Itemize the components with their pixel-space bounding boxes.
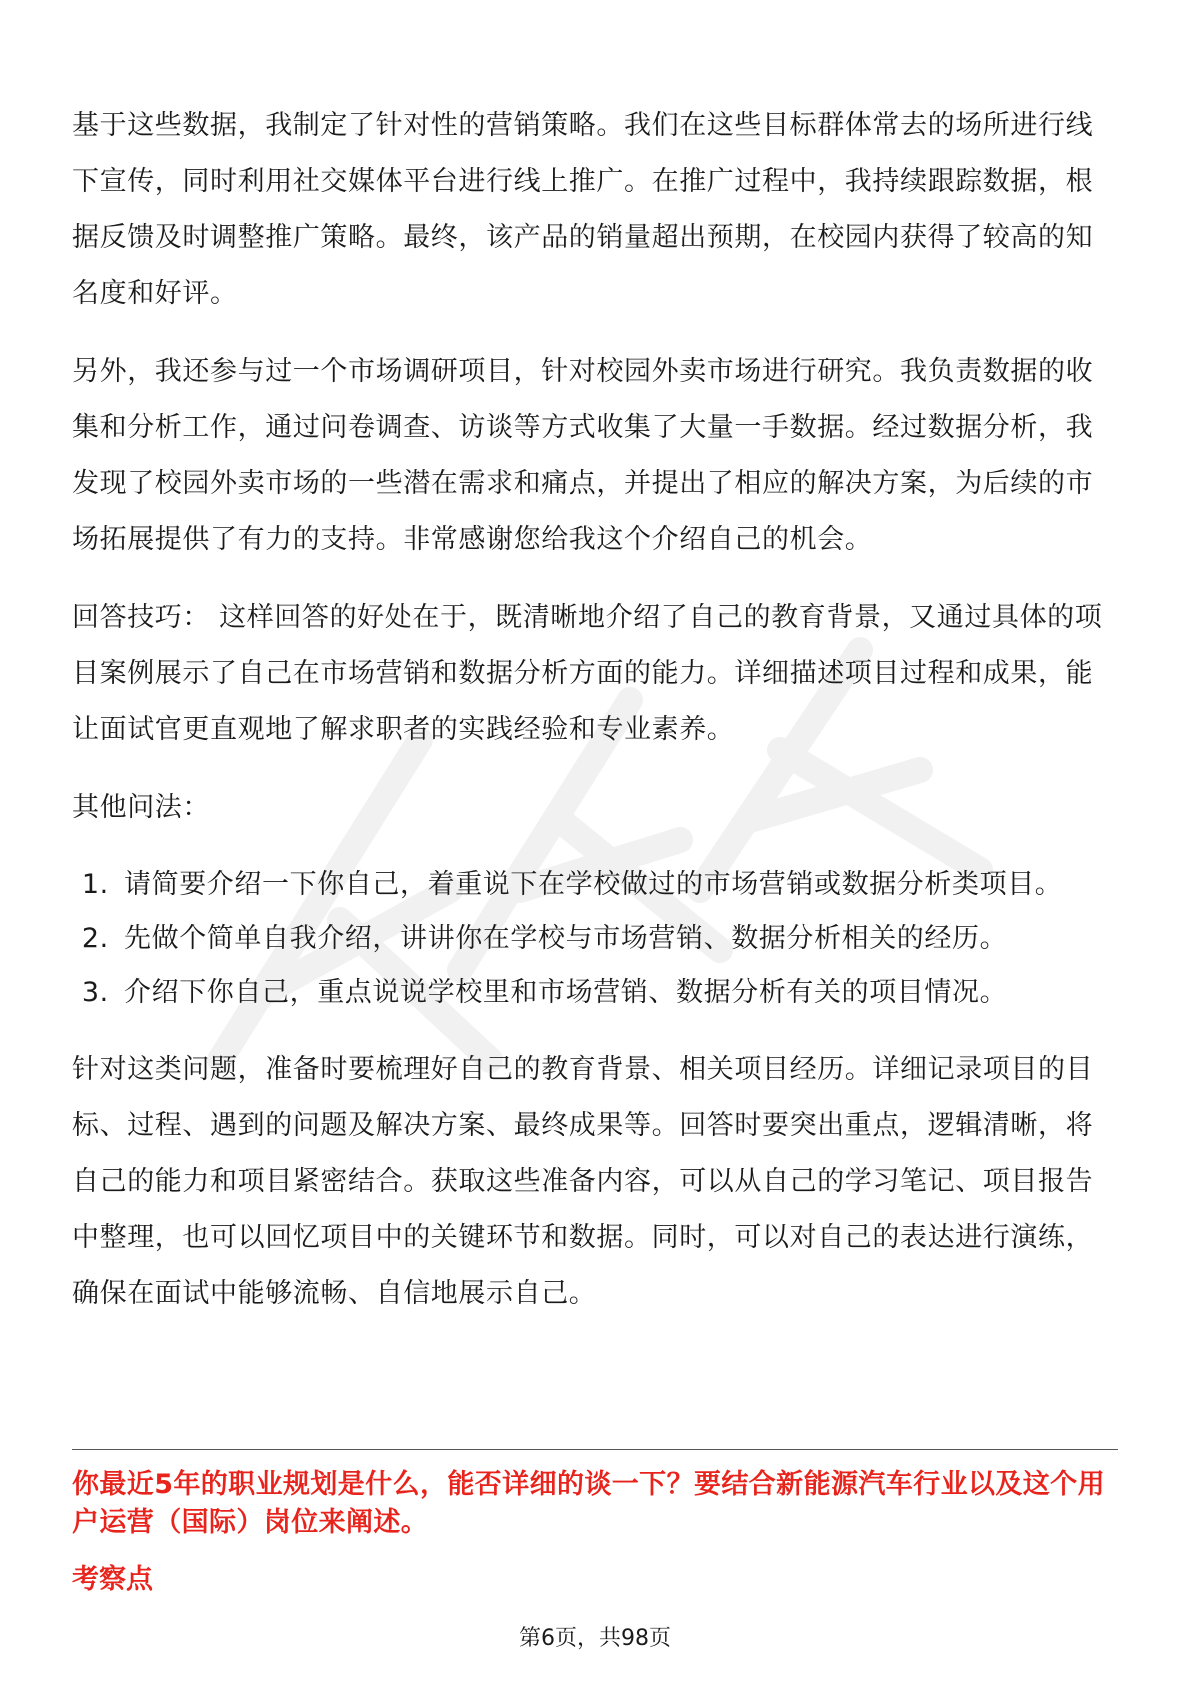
paragraph-marketing-strategy: 基于这些数据，我制定了针对性的营销策略。我们在这些目标群体常去的场所进行线下宣传，同时利用社交媒体平台进行线上推广。在推广过程中，我持续跟踪数据，根据反馈及时调整推广策略。最终，该产品的销量超出预期，在校园内获得了较高的知名度和好评。 [72, 110, 1094, 309]
list-item: 2. 先做个简单自我介绍，讲讲你在学校与市场营销、数据分析相关的经历。 [118, 912, 1118, 966]
paragraph-answer-tips: 回答技巧： 这样回答的好处在于，既清晰地介绍了自己的教育背景，又通过具体的项目案例展示了自己在市场营销和数据分析方面的能力。详细描述项目过程和成果，能让面试官更直观地了解求职者的实践经验和专业素养。 [72, 602, 1103, 745]
paragraph-market-research: 另外，我还参与过一个市场调研项目，针对校园外卖市场进行研究。我负责数据的收集和分析工作，通过问卷调查、访谈等方式收集了大量一手数据。经过数据分析，我发现了校园外卖市场的一些潜在需求和痛点，并提出了相应的解决方案，为后续的市场拓展提供了有力的支持。非常感谢您给我这个介绍自己的机会。 [72, 356, 1094, 555]
section-divider [72, 1449, 1118, 1450]
paragraph-other-questions-heading: 其他问法： [72, 792, 210, 823]
list-item: 3. 介绍下你自己，重点说说学校里和市场营销、数据分析有关的项目情况。 [118, 966, 1118, 1020]
page-footer: 第6页，共98页 [519, 1626, 671, 1651]
next-question-title: 你最近5年的职业规划是什么，能否详细的谈一下？要结合新能源汽车行业以及这个用户运营（国际）岗位来阐述。 [72, 1469, 1105, 1538]
list-item: 1. 请简要介绍一下你自己，着重说下在学校做过的市场营销或数据分析类项目。 [118, 858, 1118, 912]
other-questions-list [72, 858, 1118, 1020]
document-body [72, 98, 1118, 1344]
paragraph-preparation-advice: 针对这类问题，准备时要梳理好自己的教育背景、相关项目经历。详细记录项目的目标、过程、遇到的问题及解决方案、最终成果等。回答时要突出重点，逻辑清晰，将自己的能力和项目紧密结合。获取这些准备内容，可以从自己的学习笔记、项目报告中整理，也可以回忆项目中的关键环节和数据。同时，可以对自己的表达进行演练，确保在面试中能够流畅、自信地展示自己。 [72, 1054, 1094, 1309]
section-label-assessment-points: 考察点 [72, 1564, 153, 1595]
